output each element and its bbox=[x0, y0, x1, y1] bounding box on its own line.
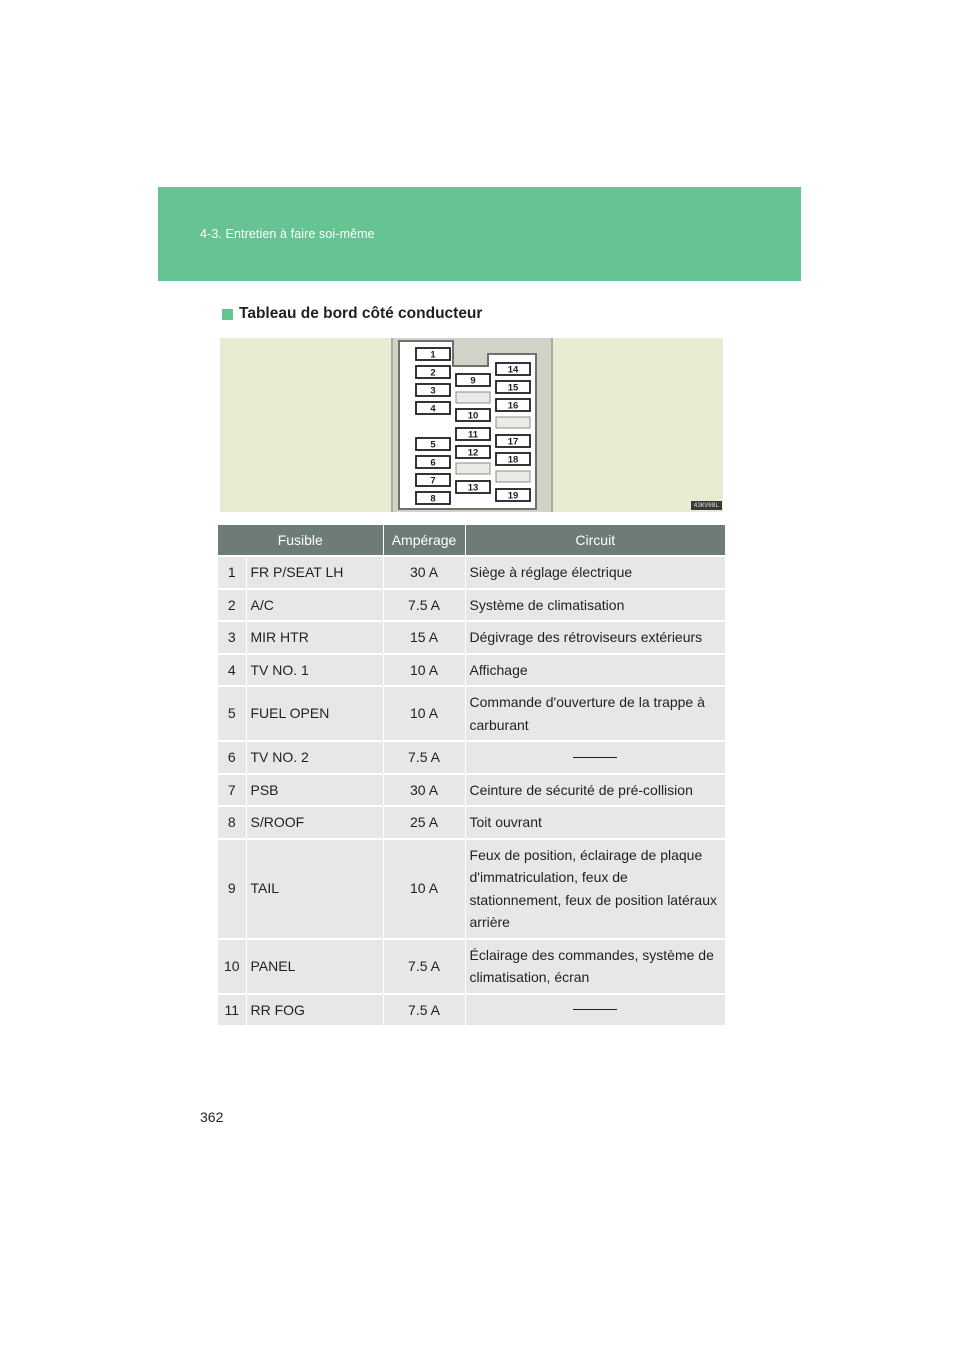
fuse-name: TAIL bbox=[246, 839, 383, 939]
fuse-amperage: 10 A bbox=[383, 839, 465, 939]
fuse-name: A/C bbox=[246, 589, 383, 622]
fuse-number: 7 bbox=[218, 774, 246, 807]
fuse-number: 4 bbox=[218, 654, 246, 687]
fuse-label: 7 bbox=[430, 475, 436, 487]
empty-fuse-slot bbox=[456, 392, 490, 403]
table-row bbox=[218, 994, 725, 1026]
fuse-circuit: Toit ouvrant bbox=[465, 806, 725, 839]
fuse-label: 4 bbox=[430, 403, 436, 415]
table-row bbox=[218, 589, 725, 622]
fuse-name: FR P/SEAT LH bbox=[246, 556, 383, 589]
fuse-number: 1 bbox=[218, 556, 246, 589]
fuse-circuit: Affichage bbox=[465, 654, 725, 687]
fuse-name: FUEL OPEN bbox=[246, 686, 383, 741]
table-row bbox=[218, 774, 725, 807]
table-row bbox=[218, 806, 725, 839]
fuse-number: 11 bbox=[218, 994, 246, 1026]
fuse-number: 6 bbox=[218, 741, 246, 774]
table-row bbox=[218, 741, 725, 774]
section-title-text: Tableau de bord côté conducteur bbox=[239, 305, 483, 322]
table-row bbox=[218, 686, 725, 741]
fuse-label: 18 bbox=[507, 454, 519, 466]
fuse-label: 1 bbox=[430, 349, 436, 361]
fuse-name: TV NO. 2 bbox=[246, 741, 383, 774]
fuse-amperage: 7.5 A bbox=[383, 994, 465, 1026]
fuse-label: 14 bbox=[507, 364, 519, 376]
header-amperage: Ampérage bbox=[383, 525, 465, 556]
fuse-label: 10 bbox=[467, 410, 479, 422]
fuse-name: RR FOG bbox=[246, 994, 383, 1026]
no-circuit-dash bbox=[573, 757, 617, 758]
fuse-circuit: Dégivrage des rétroviseurs extérieurs bbox=[465, 621, 725, 654]
fuse-number: 8 bbox=[218, 806, 246, 839]
fuse-table bbox=[218, 525, 725, 1025]
fuse-label: 15 bbox=[507, 382, 519, 394]
fuse-circuit: Système de climatisation bbox=[465, 589, 725, 622]
fuse-circuit: Commande d'ouverture de la trappe à carburant bbox=[465, 686, 725, 741]
bullet-square-icon bbox=[222, 309, 233, 320]
fuse-label: 19 bbox=[507, 490, 519, 502]
fuse-amperage: 30 A bbox=[383, 774, 465, 807]
fuse-amperage: 15 A bbox=[383, 621, 465, 654]
page-number: 362 bbox=[200, 1109, 224, 1125]
fuse-amperage: 30 A bbox=[383, 556, 465, 589]
fuse-circuit: Siège à réglage électrique bbox=[465, 556, 725, 589]
fuse-box-svg bbox=[220, 338, 723, 512]
table-row bbox=[218, 939, 725, 994]
fuse-amperage: 7.5 A bbox=[383, 589, 465, 622]
chapter-header-band bbox=[158, 187, 801, 281]
fuse-label: 8 bbox=[430, 493, 436, 505]
fuse-circuit: Ceinture de sécurité de pré-collision bbox=[465, 774, 725, 807]
fuse-circuit bbox=[465, 741, 725, 774]
table-row bbox=[218, 556, 725, 589]
fuse-label: 17 bbox=[507, 436, 519, 448]
fuse-number: 9 bbox=[218, 839, 246, 939]
fuse-name: PSB bbox=[246, 774, 383, 807]
table-header-row bbox=[218, 525, 725, 556]
fuse-label: 6 bbox=[430, 457, 436, 469]
fuse-circuit bbox=[465, 994, 725, 1026]
fuse-name: S/ROOF bbox=[246, 806, 383, 839]
table-row bbox=[218, 621, 725, 654]
empty-fuse-slot bbox=[496, 417, 530, 428]
table-row bbox=[218, 654, 725, 687]
fuse-label: 13 bbox=[467, 482, 479, 494]
table-row bbox=[218, 839, 725, 939]
fuse-number: 2 bbox=[218, 589, 246, 622]
fuse-label: 16 bbox=[507, 400, 519, 412]
fuse-amperage: 7.5 A bbox=[383, 741, 465, 774]
fuse-amperage: 7.5 A bbox=[383, 939, 465, 994]
fuse-name: TV NO. 1 bbox=[246, 654, 383, 687]
fuse-label: 5 bbox=[430, 439, 436, 451]
fuse-name: MIR HTR bbox=[246, 621, 383, 654]
fuse-amperage: 10 A bbox=[383, 654, 465, 687]
fuse-number: 3 bbox=[218, 621, 246, 654]
fuse-number: 5 bbox=[218, 686, 246, 741]
fuse-circuit: Éclairage des commandes, système de climatisation, écran bbox=[465, 939, 725, 994]
fuse-label: 9 bbox=[470, 375, 476, 387]
fuse-circuit: Feux de position, éclairage de plaque d'immatriculation, feux de stationnement, feux de position latéraux arrière bbox=[465, 839, 725, 939]
fuse-label: 12 bbox=[467, 447, 479, 459]
no-circuit-dash bbox=[573, 1009, 617, 1010]
fuse-label: 11 bbox=[467, 429, 479, 441]
section-title bbox=[222, 305, 482, 323]
fuse-amperage: 10 A bbox=[383, 686, 465, 741]
image-code: 43KV08L bbox=[691, 501, 722, 510]
fuse-amperage: 25 A bbox=[383, 806, 465, 839]
fuse-number: 10 bbox=[218, 939, 246, 994]
fuse-name: PANEL bbox=[246, 939, 383, 994]
chapter-title: 4-3. Entretien à faire soi-même bbox=[200, 227, 375, 241]
header-circuit: Circuit bbox=[465, 525, 725, 556]
fuse-label: 2 bbox=[430, 367, 436, 379]
empty-fuse-slot bbox=[496, 471, 530, 482]
empty-fuse-slot bbox=[456, 463, 490, 474]
header-fusible: Fusible bbox=[218, 525, 383, 556]
fuse-label: 3 bbox=[430, 385, 436, 397]
fuse-box-diagram bbox=[220, 338, 723, 512]
